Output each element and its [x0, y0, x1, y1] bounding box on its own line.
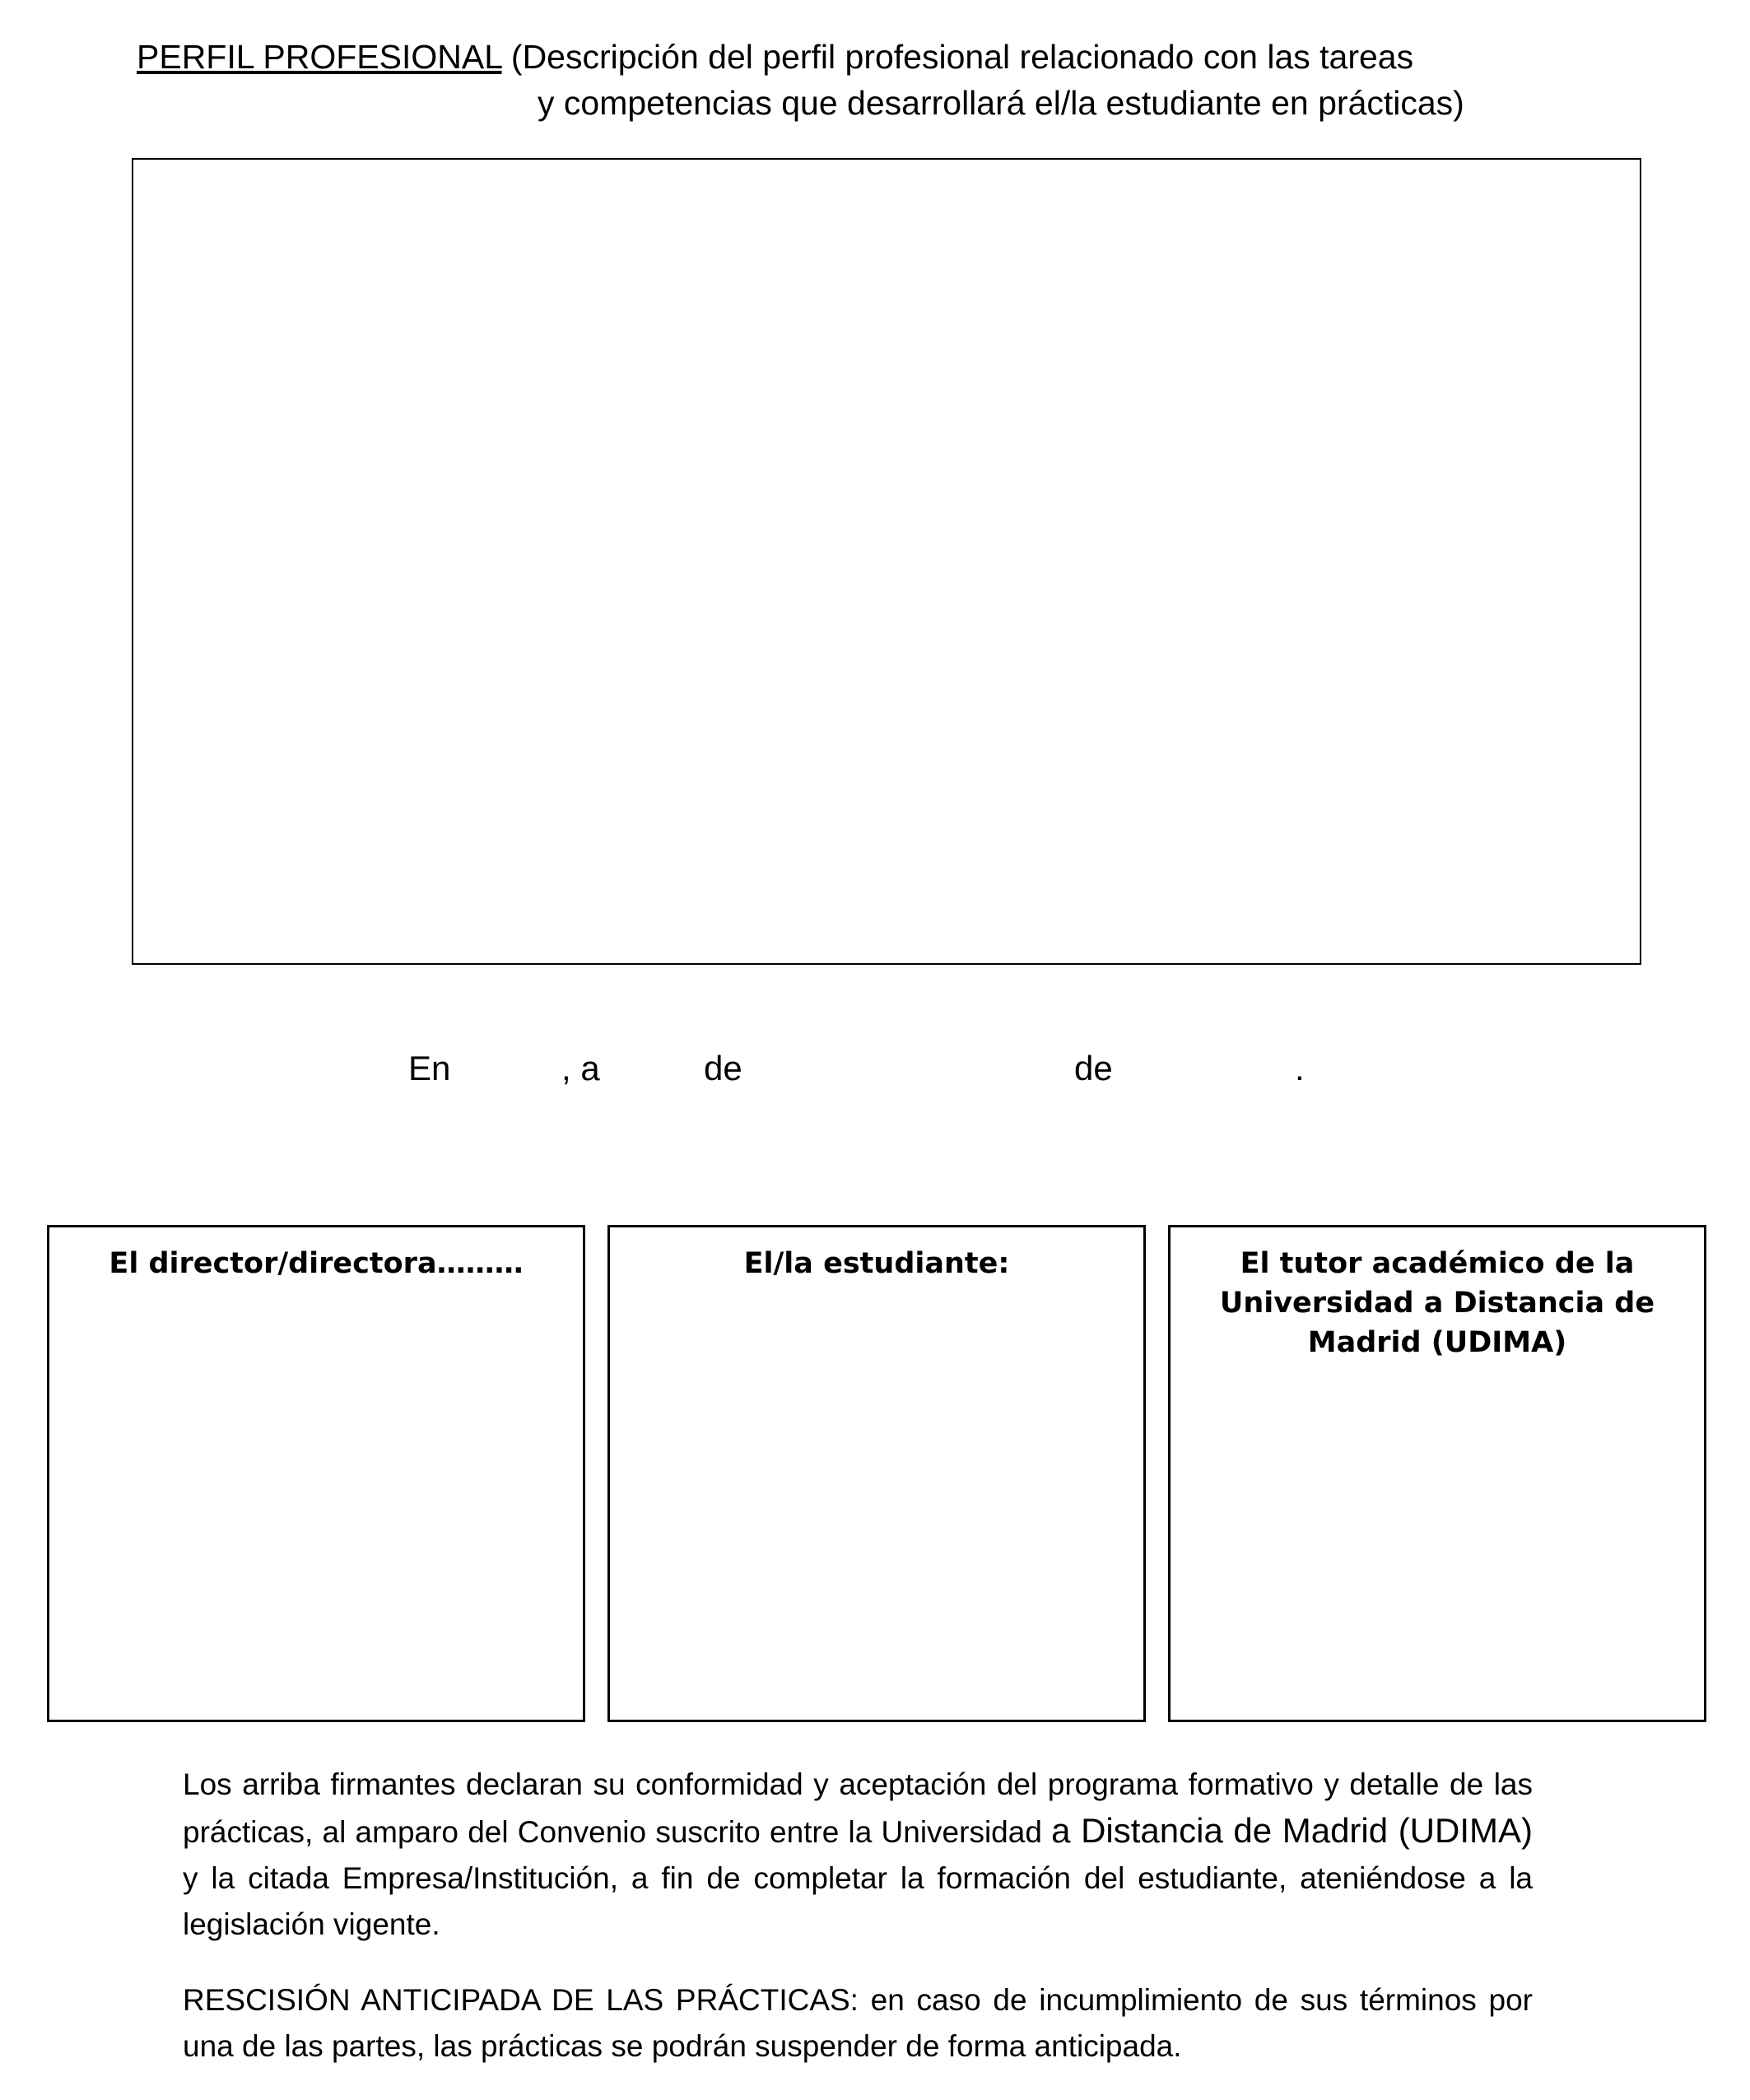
- date-period: .: [1295, 1049, 1305, 1087]
- header-title: PERFIL PROFESIONAL: [137, 38, 502, 76]
- rescission-paragraph: RESCISIÓN ANTICIPADA DE LAS PRÁCTICAS: en caso de incumplimiento de sus términos por una de las partes, las prácticas se podrán suspender de forma anticipada.: [183, 1983, 1533, 2063]
- date-de-2: de: [1074, 1049, 1113, 1087]
- student-signature-title: El/la estudiante:: [743, 1247, 1010, 1280]
- header-line-1: [137, 36, 1413, 77]
- header-line-2: [538, 82, 1464, 123]
- conformity-part1: Los arriba firmantes declaran su conformidad y aceptación del programa formativo y detalle de las prácticas, al amparo del Convenio suscrito entre la Universidad: [183, 1767, 1533, 1849]
- tutor-signature-title: El tutor académico de la Universidad a Distancia de Madrid (UDIMA): [1219, 1247, 1655, 1359]
- date-a: , a: [561, 1049, 600, 1087]
- conformity-paragraph: [183, 1762, 1533, 1948]
- conformity-part3: y la citada Empresa/Institución, a fin de completar la formación del estudiante, ateniéndose a la legislación vigente.: [183, 1861, 1533, 1941]
- profile-description-box[interactable]: [132, 158, 1641, 965]
- director-signature-box[interactable]: [47, 1225, 585, 1722]
- header-description-line1: (Descripción del perfil profesional relacionado con las tareas: [510, 38, 1414, 76]
- tutor-signature-box[interactable]: [1168, 1225, 1706, 1722]
- conformity-part2: a Distancia de Madrid (UDIMA): [1051, 1811, 1533, 1850]
- director-signature-title: El director/directora………: [109, 1247, 524, 1280]
- date-en: En: [408, 1049, 451, 1087]
- header-description-line2: y competencias que desarrollará el/la estudiante en prácticas): [538, 84, 1464, 122]
- date-de-1: de: [704, 1049, 742, 1087]
- student-signature-box[interactable]: [607, 1225, 1146, 1722]
